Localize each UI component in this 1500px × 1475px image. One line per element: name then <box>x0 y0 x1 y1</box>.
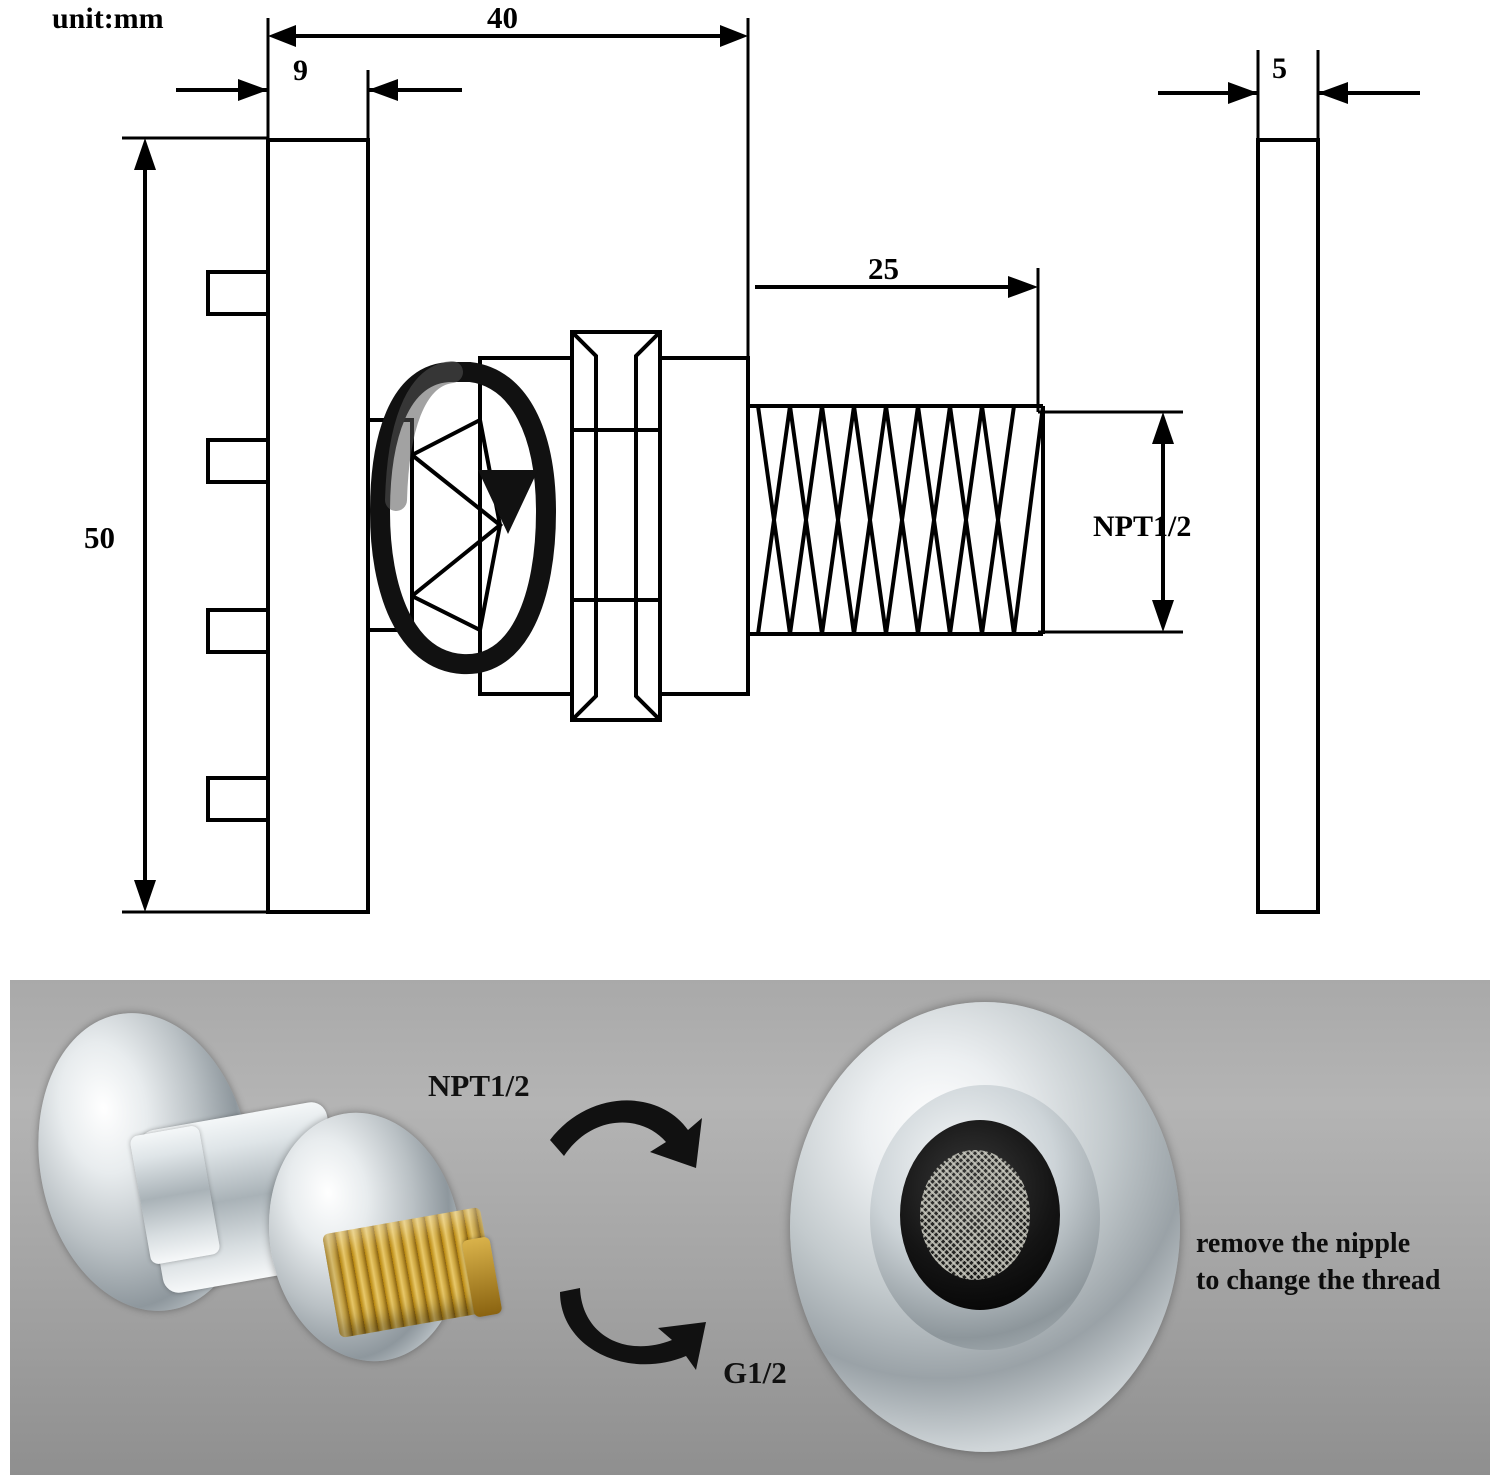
photo-note <box>1196 1225 1440 1299</box>
photo-note-line2: to change the thread <box>1196 1265 1441 1297</box>
dimension-plate-thickness: 5 <box>1272 52 1287 85</box>
arrow-down-icon <box>560 1288 706 1370</box>
dimension-flange-diameter: 50 <box>84 520 115 555</box>
unit-label: unit:mm <box>52 2 164 35</box>
photo-left-margin <box>0 980 10 1475</box>
product-photo-panel <box>0 980 1500 1475</box>
photo-right-margin <box>1490 980 1500 1475</box>
dimension-flange-thickness: 9 <box>293 54 308 87</box>
thread-swap-arrows <box>520 1060 740 1410</box>
dimension-overall-length: 40 <box>487 0 518 35</box>
dimension-thread-spec: NPT1/2 <box>1093 510 1192 543</box>
arrow-up-icon <box>550 1100 702 1168</box>
dimension-thread-length: 25 <box>868 251 899 286</box>
photo-label-npt: NPT1/2 <box>428 1068 530 1103</box>
aerator-mesh-screen <box>920 1150 1030 1280</box>
photo-note-line1: remove the nipple <box>1196 1228 1411 1259</box>
photo-label-g12: G1/2 <box>723 1355 787 1390</box>
